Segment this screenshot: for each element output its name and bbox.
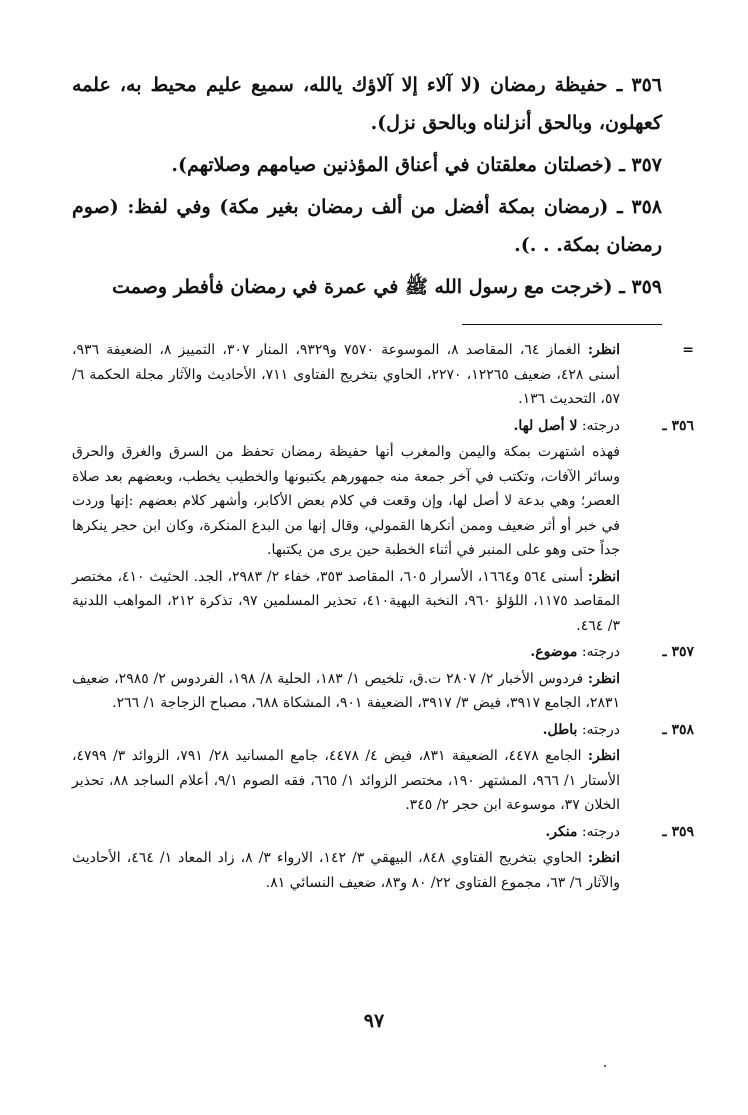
entry-358: [72, 188, 662, 264]
footnote-number: ٣٥٧ ـ: [662, 644, 694, 660]
footnote-358-degree: [72, 718, 694, 743]
entry-text: (خصلتان معلقتان في أعناق المؤذنين صيامهم وصلاتهم).: [171, 154, 613, 176]
see-label: انظر:: [587, 342, 621, 358]
entry-text: حفيظة رمضان (لا آلاء إلا آلاؤك يالله، سميع عليم محيط به، علمه كعهلون، وبالحق أنزلناه وبالحق نزل).: [72, 74, 662, 134]
degree-value: لا أصل لها.: [513, 417, 578, 434]
footnote-continuation: [72, 338, 694, 412]
footnote-number: ٣٥٩ ـ: [662, 823, 694, 840]
see-label: انظر:: [587, 850, 621, 866]
entry-text: (رمضان بمكة أفضل من ألف رمضان بغير مكة) وفي لفظ: (صوم رمضان بمكة. . .).: [72, 196, 662, 256]
references: الغماز ٦٤، المقاصد ٨، الموسوعة ٧٥٧٠ و٩٣٢٩، المنار ٣٠٧، التمييز ٨، الضعيفة ٩٣٦، أسنى ٤٢٨، ضعيف ١٢٢٦٥، ٢٢٧٠، الحاوي بتخريج الفتاوى ٧١١، الأحاديث والآثار مجلة الحكمة ٦/ ٥٧، التحديث ١٣٦.: [72, 342, 621, 407]
footnotes: [72, 338, 694, 897]
references: الحاوي بتخريج الفتاوي ٨٤٨، البيهقي ٣/ ١٤٢، الارواء ٣/ ٨، زاد المعاد ١/ ٤٦٤، الأحاديث والآثار ٦/ ٦٣، مجموع الفتاوى ٢٢/ ٨٠ و٨٣، ضعيف النسائي ٨١.: [72, 850, 620, 891]
footnote-359-degree: [72, 820, 694, 845]
footnote-356-body: [72, 440, 662, 563]
references: فردوس الأخبار ٢/ ٢٨٠٧ ت.ق، تلخيص ١/ ١٨٣، الحلية ٨/ ١٩٨، الفردوس ٢/ ٢٩٨٥، ضعيف ٢٨٣١، الجامع ٣٩١٧، فيض ٣/ ٣٩١٧، الضعيفة ٩٠١، المشكاة ٦٨٨، مصباح الزجاجة ١/ ٢٦٦.: [72, 670, 620, 711]
scan-speck: [604, 1065, 606, 1067]
degree-value: باطل.: [542, 721, 578, 738]
footnote-357-refs: [72, 667, 662, 716]
degree-prefix: درجته:: [581, 721, 620, 738]
commentary: فهذه اشتهرت بمكة واليمن والمغرب أنها حفيظة رمضان تحفظ من السرق والغرق والحرق وسائر الآفات، وتكتب في آخر جمعة منه جمهورهم يكتبونها والخطيب يخطب، وبعضهم بعد صلاة العصر؛ وهي بدعة لا أصل لها، وإن وقعت في كلام بعض الأكابر، وأشهر كلام بعضهم :إنها وردت في خبر أو أثر ضعيف وممن أنكرها القمولي، وقال إنها من البدع المنكرة، وكان ابن حجر ينكرها جداً حتى وهو على المنبر في أثناء الخطبة حين يرى من يكتبها.: [72, 444, 620, 558]
footnote-356-refs: [72, 565, 662, 639]
footnote-357-degree: [72, 640, 694, 665]
entry-357: [72, 146, 662, 184]
footnote-359-refs: [72, 846, 662, 895]
entry-356: [72, 66, 662, 142]
references: أسنى ٥٦٤ و١٦٦٤، الأسرار ٦٠٥، المقاصد ٣٥٣، خفاء ٢/ ٢٩٨٣، الجد. الحثيث ٤١٠، مختصر المقاصد ١١٧٥، اللؤلؤ ٩٦٠، النخبة البهية٤١٠، تحذير المسلمين ٩٧، تذكرة ٢١٢، المواهب اللدنية ٣/ ٤٦٤.: [72, 568, 620, 634]
continuation-marker: =: [682, 342, 694, 358]
entry-text: (خرجت مع رسول الله ﷺ في عمرة في رمضان فأفطر وصمت: [112, 276, 613, 298]
entry-number: ٣٥٧ ـ: [619, 154, 662, 176]
footnote-356-degree: [72, 414, 694, 439]
entry-number: ٣٥٨ ـ: [617, 196, 662, 218]
footnote-divider: [462, 324, 662, 325]
entry-359: [72, 268, 662, 306]
see-label: انظر:: [587, 748, 621, 764]
degree-prefix: درجته:: [581, 417, 620, 434]
page-number: ٩٧: [363, 1010, 385, 1032]
entry-number: ٣٥٦ ـ: [616, 74, 662, 96]
footnote-number: ٣٥٦ ـ: [662, 417, 694, 434]
references: الجامع ٤٤٧٨، الضعيفة ٨٣١، فيض ٤/ ٤٤٧٨، جامع المسانيد ٢٨/ ٧٩١، الزوائد ٣/ ٤٧٩٩، الأستار ١/ ٩٦٦، المشتهر ١٩٠، مختصر الزوائد ١/ ٦٦٥، فقه الصوم ٩/١، أعلام الساجد ٨٨، تحذير الخلان ٣٧، موسوعة ابن حجر ٢/ ٣٤٥.: [72, 748, 621, 813]
see-label: انظر:: [587, 568, 620, 585]
footnote-number: ٣٥٨ ـ: [662, 721, 694, 738]
degree-value: موضوع.: [530, 644, 578, 660]
footnote-358-refs: [72, 744, 662, 818]
see-label: انظر:: [587, 670, 621, 687]
main-text: [72, 66, 662, 310]
degree-value: منكر.: [545, 823, 578, 840]
entry-number: ٣٥٩ ـ: [619, 276, 662, 298]
degree-prefix: درجته:: [581, 823, 620, 840]
degree-prefix: درجته:: [581, 644, 620, 660]
